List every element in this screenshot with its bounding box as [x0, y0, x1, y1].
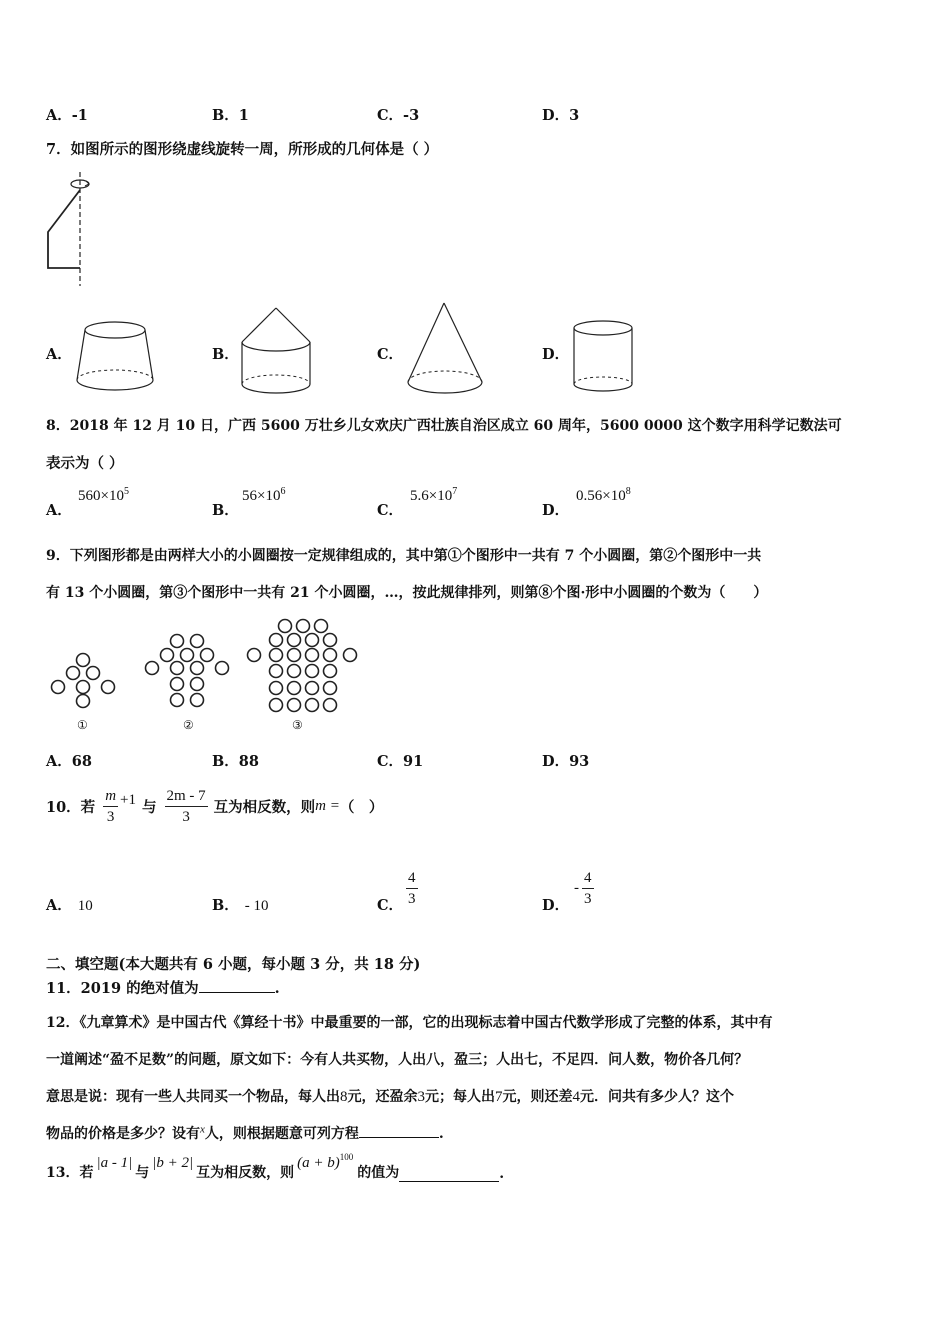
q12-line2: 一道阐述“盈不足数”的问题，原文如下：今有人共买物，人出八，盈三；人出七，不足四．问人数，物价各几何？ — [46, 1052, 749, 1068]
q6-option-c: C．-3 — [377, 107, 420, 124]
q7-option-c: C． — [377, 346, 404, 363]
q10-fraction-2: $\frac{2m - 7}{3}$ — [166, 787, 206, 825]
q9-figure-label-1: ① — [77, 718, 88, 732]
q7-option-a: A． — [46, 346, 72, 363]
q8-option-c: C． — [377, 502, 404, 519]
q10-option-c: C． — [377, 897, 404, 914]
q8-option-d: D． — [542, 502, 570, 519]
q9-circle-pattern-figure — [44, 614, 354, 736]
q12-answer-blank[interactable] — [359, 1137, 439, 1138]
q8-question-line2: 表示为（ ） — [46, 455, 124, 472]
q9-option-c: C．91 — [377, 753, 424, 770]
q7-rotation-figure — [40, 168, 100, 288]
q8-question-line1: 8．2018 年 12 月 10 日，广西 5600 万壮乡儿女欢庆广西壮族自治区成立 60 周年，5600 0000 这个数字用科学记数法可 — [46, 418, 842, 434]
q8-option-d-value: $0.56\times 10^8$ — [576, 486, 631, 504]
q7-question: 7．如图所示的图形绕虚线旋转一周，所形成的几何体是（ ） — [46, 141, 439, 158]
q6-option-a: A．-1 — [46, 107, 88, 124]
q10-fraction-1: $\frac{m}{3}$ — [105, 787, 117, 825]
section2-title: 二、填空题(本大题共有 6 小题，每小题 3 分，共 18 分) — [46, 956, 421, 973]
q11-answer-blank[interactable] — [199, 992, 275, 993]
q7-cone-icon — [402, 300, 492, 400]
q8-option-a-value: $560\times 10^5$ — [78, 486, 129, 504]
q10-option-a: A． 10 — [46, 897, 93, 914]
q9-figure-label-2: ② — [183, 718, 194, 732]
q6-option-d: D．3 — [542, 107, 580, 124]
q9-option-a: A．68 — [46, 753, 92, 770]
q13-answer-blank[interactable] — [399, 1181, 499, 1182]
q9-question-line2: 有 13 个小圆圈，第③个图形中一共有 21 个小圆圈，…，按此规律排列，则第⑧个图·形中小圆圈的个数为（ ） — [46, 585, 768, 601]
q12-line1: 12．《九章算术》是中国古代《算经十书》中最重要的一部，它的出现标志着中国古代数学形成了完整的体系，其中有 — [46, 1015, 773, 1031]
q8-option-c-value: $5.6\times 10^7$ — [410, 486, 458, 504]
q9-question-line1: 9．下列图形都是由两样大小的小圆圈按一定规律组成的，其中第①个图形中一共有 7 个小圆圈，第②个图形中一共 — [46, 548, 762, 564]
q12-line3: 意思是说：现有一些人共同买一个物品，每人出8元，还盈余3元；每人出7元，则还差4元．问共有多少人？这个 — [46, 1089, 734, 1105]
q8-option-b: B． — [212, 502, 239, 519]
q6-option-b: B．1 — [212, 107, 249, 124]
q10-option-c-fraction: $\frac{4}{3}$ — [408, 870, 416, 907]
q11-question: 11．2019 的绝对值为 . — [46, 980, 280, 997]
q10-option-d-fraction: - $\frac{4}{3}$ — [574, 870, 592, 907]
q7-cone-on-cylinder-icon — [236, 300, 316, 400]
q8-option-b-value: $56\times 10^6$ — [242, 486, 286, 504]
q9-option-b: B．88 — [212, 753, 259, 770]
q10-option-d: D． — [542, 897, 570, 914]
q9-figure-label-3: ③ — [292, 718, 303, 732]
q8-option-a: A． — [46, 502, 72, 519]
q7-option-b: B． — [212, 346, 239, 363]
q12-line4: 物品的价格是多少？设有$^x$人，则根据题意可列方程 . — [46, 1123, 444, 1142]
q9-option-d: D．93 — [542, 753, 590, 770]
q7-frustum-icon — [70, 318, 160, 398]
q7-cylinder-icon — [568, 318, 640, 400]
q10-option-b: B． - 10 — [212, 897, 269, 914]
q7-option-d: D． — [542, 346, 570, 363]
q13-question: 13．若 |a - 1| 与 |b + 2| 互为相反数，则 (a + b) 100 的值为 . — [46, 1152, 505, 1182]
q10-question: 10．若 $\frac{m}{3}$ +1 与 $\frac{2m - 7}{3}$ 互为相反数，则 m = （ ） — [46, 787, 384, 825]
